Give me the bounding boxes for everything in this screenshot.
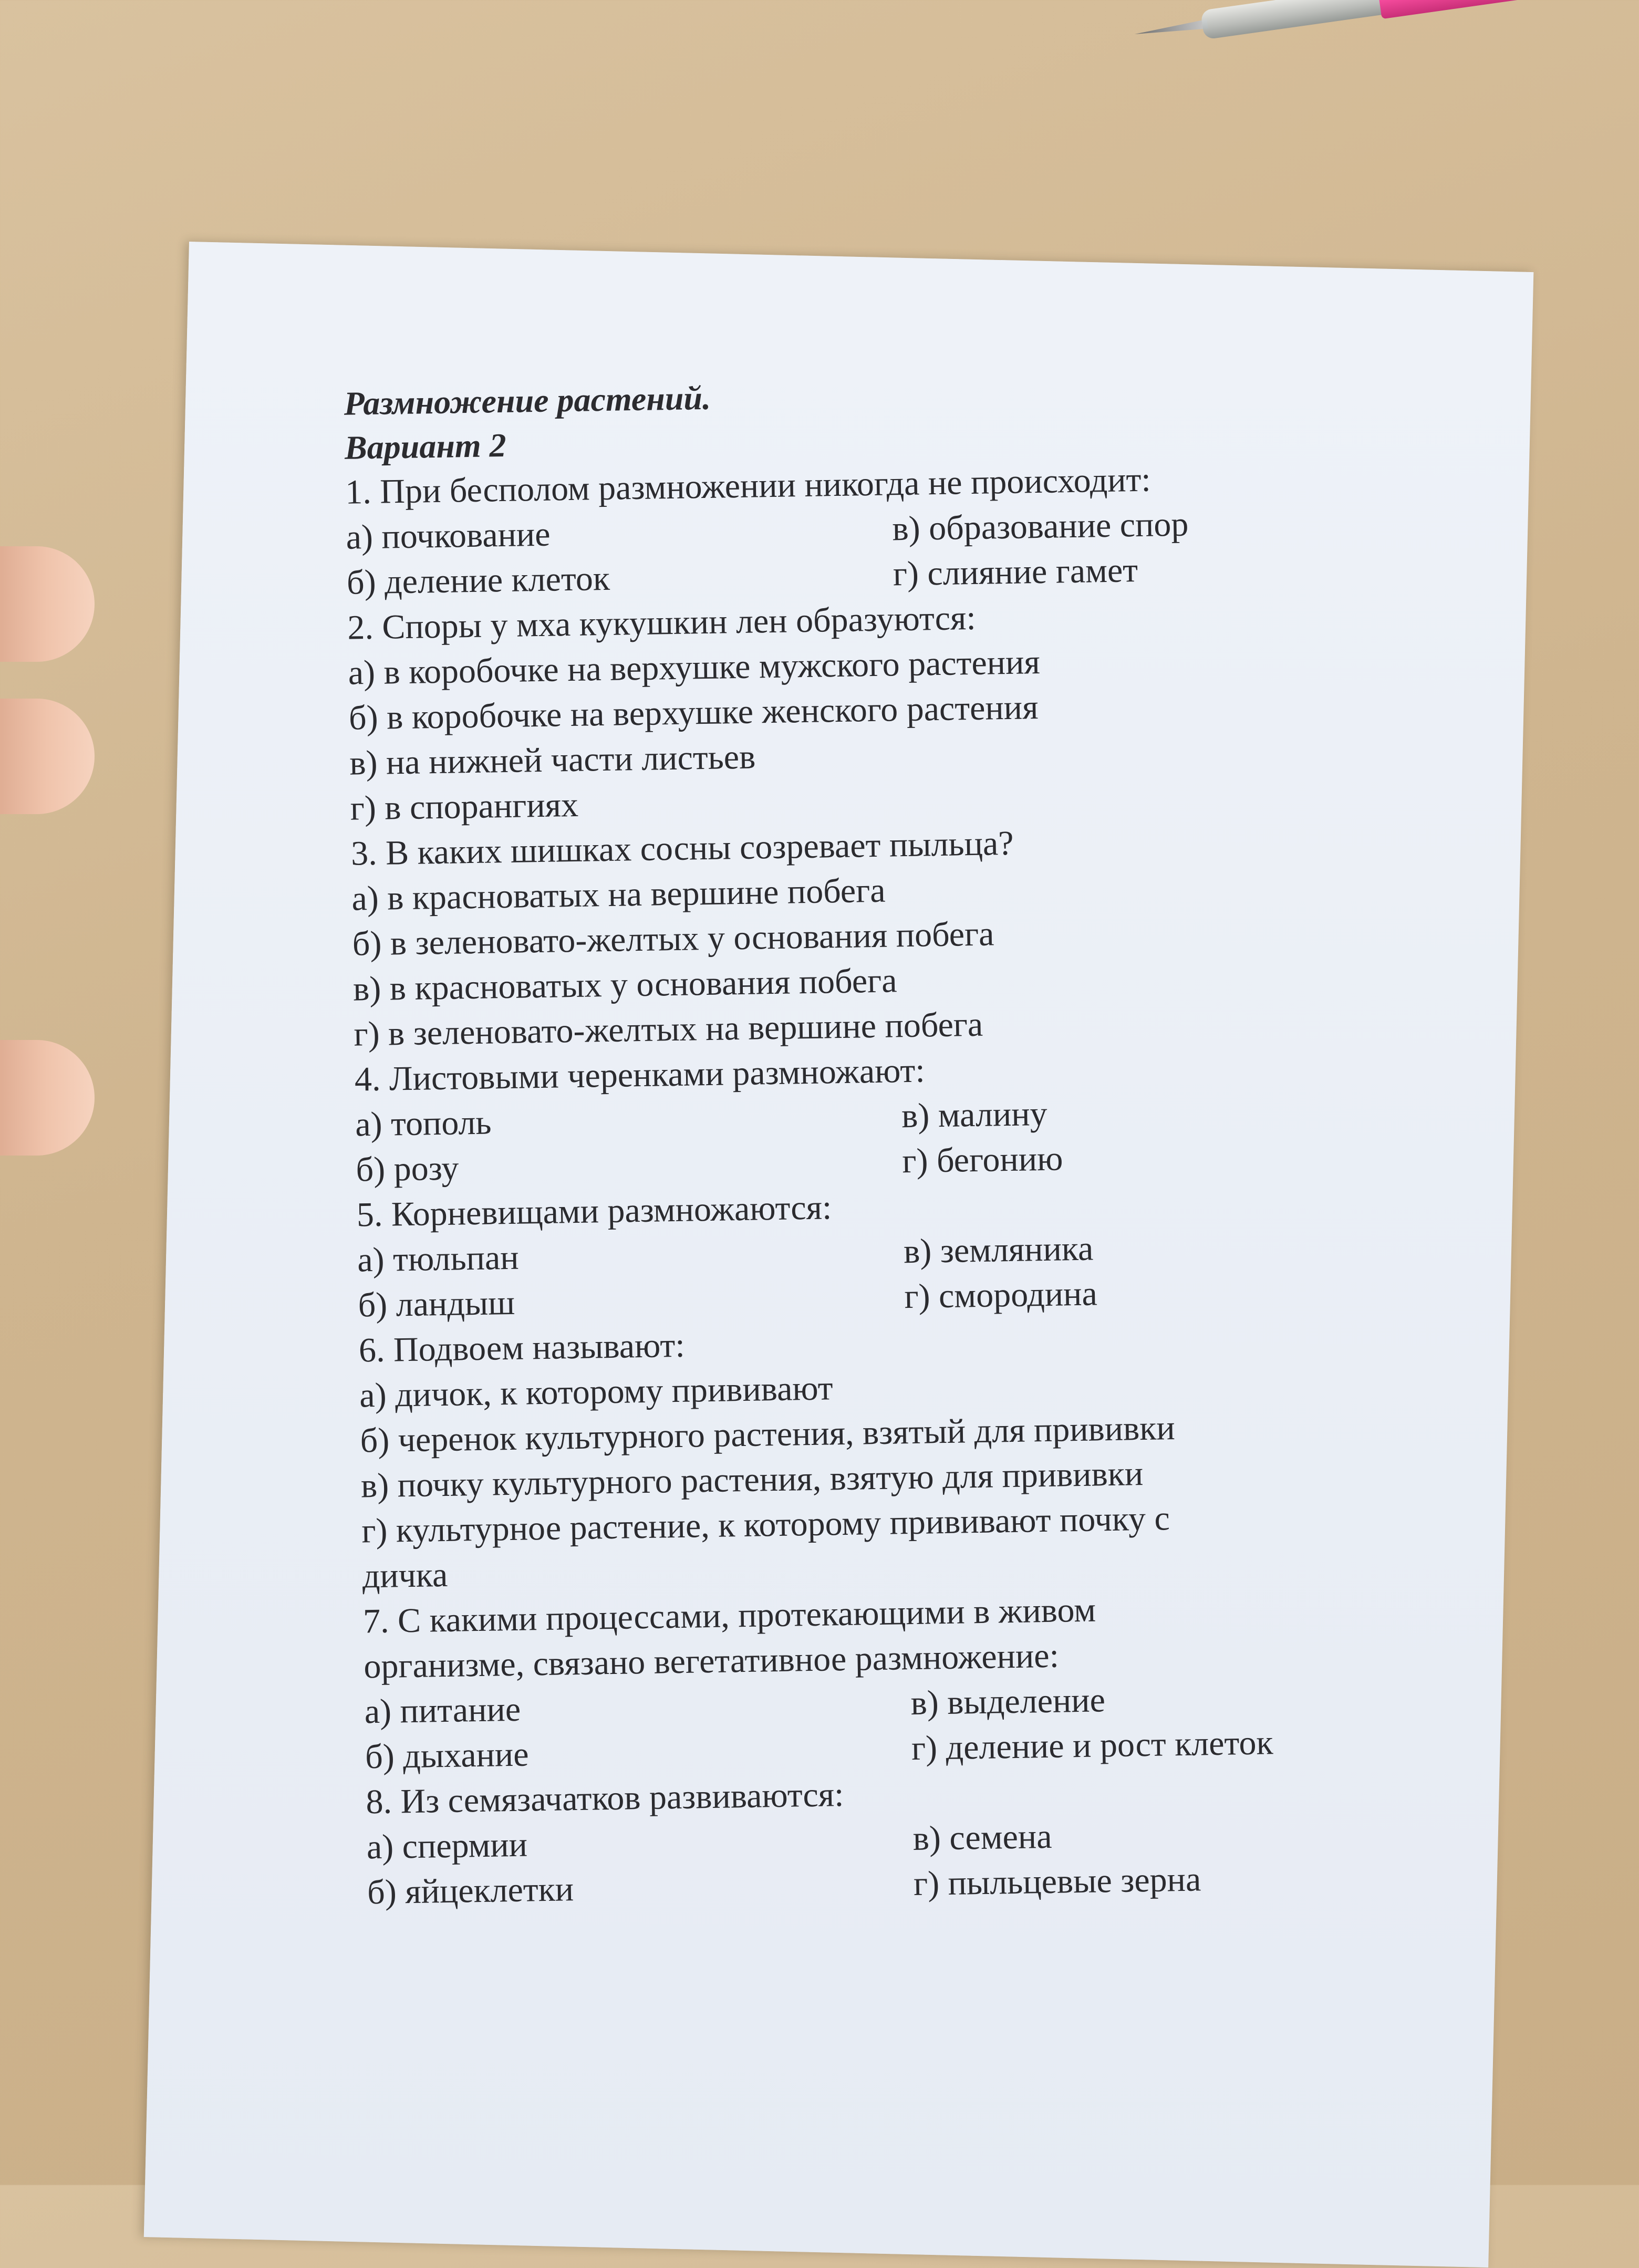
answer-option: б) в зеленовато-желтых у основания побега (352, 914, 994, 963)
answer-option: б) деление клеток (346, 559, 610, 602)
answer-option: г) культурное растение, к которому прививают почку с (361, 1499, 1170, 1551)
answer-option-continued: дичка (362, 1555, 448, 1596)
answer-option: а) почкование (346, 515, 551, 557)
answer-option: б) в коробочке на верхушке женского растения (348, 688, 1039, 737)
question-7-continued: организме, связано вегетативное размножение: (363, 1636, 1060, 1686)
question-5: 5. Корневищами размножаются: (356, 1188, 832, 1234)
worksheet-paper (144, 242, 1534, 2267)
answer-option: б) дыхание (365, 1735, 530, 1776)
answer-option: б) черенок культурного растения, взятый для прививки (360, 1409, 1176, 1460)
answer-option: г) деление и рост клеток (911, 1723, 1274, 1768)
answer-option: в) образование спор (891, 505, 1189, 548)
answer-option: а) в коробочке на верхушке мужского растения (348, 642, 1041, 692)
answer-option: б) яйцеклетки (367, 1870, 574, 1912)
answer-option: а) дичок, к которому прививают (359, 1369, 834, 1415)
question-2: 2. Споры у мха кукушкин лен образуются: (347, 598, 977, 647)
answer-option: а) в красноватых на вершине побега (351, 871, 886, 918)
question-6: 6. Подвоем называют: (358, 1326, 686, 1370)
pen-grip (1200, 0, 1392, 40)
answer-option: в) земляника (903, 1229, 1094, 1271)
finger (0, 699, 95, 814)
worksheet-title: Размножение растений. (344, 379, 711, 422)
question-3: 3. В каких шишках сосны созревает пыльца? (350, 824, 1014, 873)
answer-option: в) почку культурного растения, взятую для прививки (360, 1454, 1144, 1505)
answer-option: г) бегонию (901, 1139, 1063, 1181)
answer-option: а) спермии (366, 1825, 528, 1867)
finger (0, 1040, 95, 1156)
answer-option: в) малину (901, 1094, 1048, 1136)
question-7: 7. С какими процессами, протекающими в живом (362, 1590, 1096, 1641)
pen-tip (1134, 19, 1208, 39)
answer-option: в) выделение (910, 1681, 1106, 1723)
answer-option: в) семена (912, 1817, 1052, 1858)
finger (0, 546, 95, 662)
pen-body (1376, 0, 1639, 19)
answer-option: г) смородина (904, 1274, 1098, 1316)
answer-option: а) тополь (355, 1103, 492, 1144)
question-1: 1. При бесполом размножении никогда не происходит: (345, 460, 1152, 512)
question-4: 4. Листовыми черенками размножают: (354, 1051, 926, 1099)
answer-option: в) в красноватых у основания побега (352, 961, 898, 1008)
answer-option: г) в спорангиях (350, 785, 579, 828)
question-8: 8. Из семязачатков развиваются: (365, 1775, 844, 1822)
worksheet-content (344, 363, 1523, 1915)
answer-option: б) розу (356, 1149, 459, 1189)
answer-option: г) слияние гамет (893, 551, 1138, 594)
answer-option: а) тюльпан (357, 1238, 520, 1279)
answer-option: г) пыльцевые зерна (913, 1860, 1201, 1903)
answer-option: в) на нижней части листьев (349, 737, 756, 783)
answer-option: а) питание (364, 1690, 521, 1731)
pen (1132, 0, 1639, 58)
answer-option: г) в зеленовато-желтых на вершине побега (353, 1005, 983, 1054)
answer-option: б) ландыш (358, 1283, 515, 1325)
worksheet-variant: Вариант 2 (344, 426, 507, 466)
